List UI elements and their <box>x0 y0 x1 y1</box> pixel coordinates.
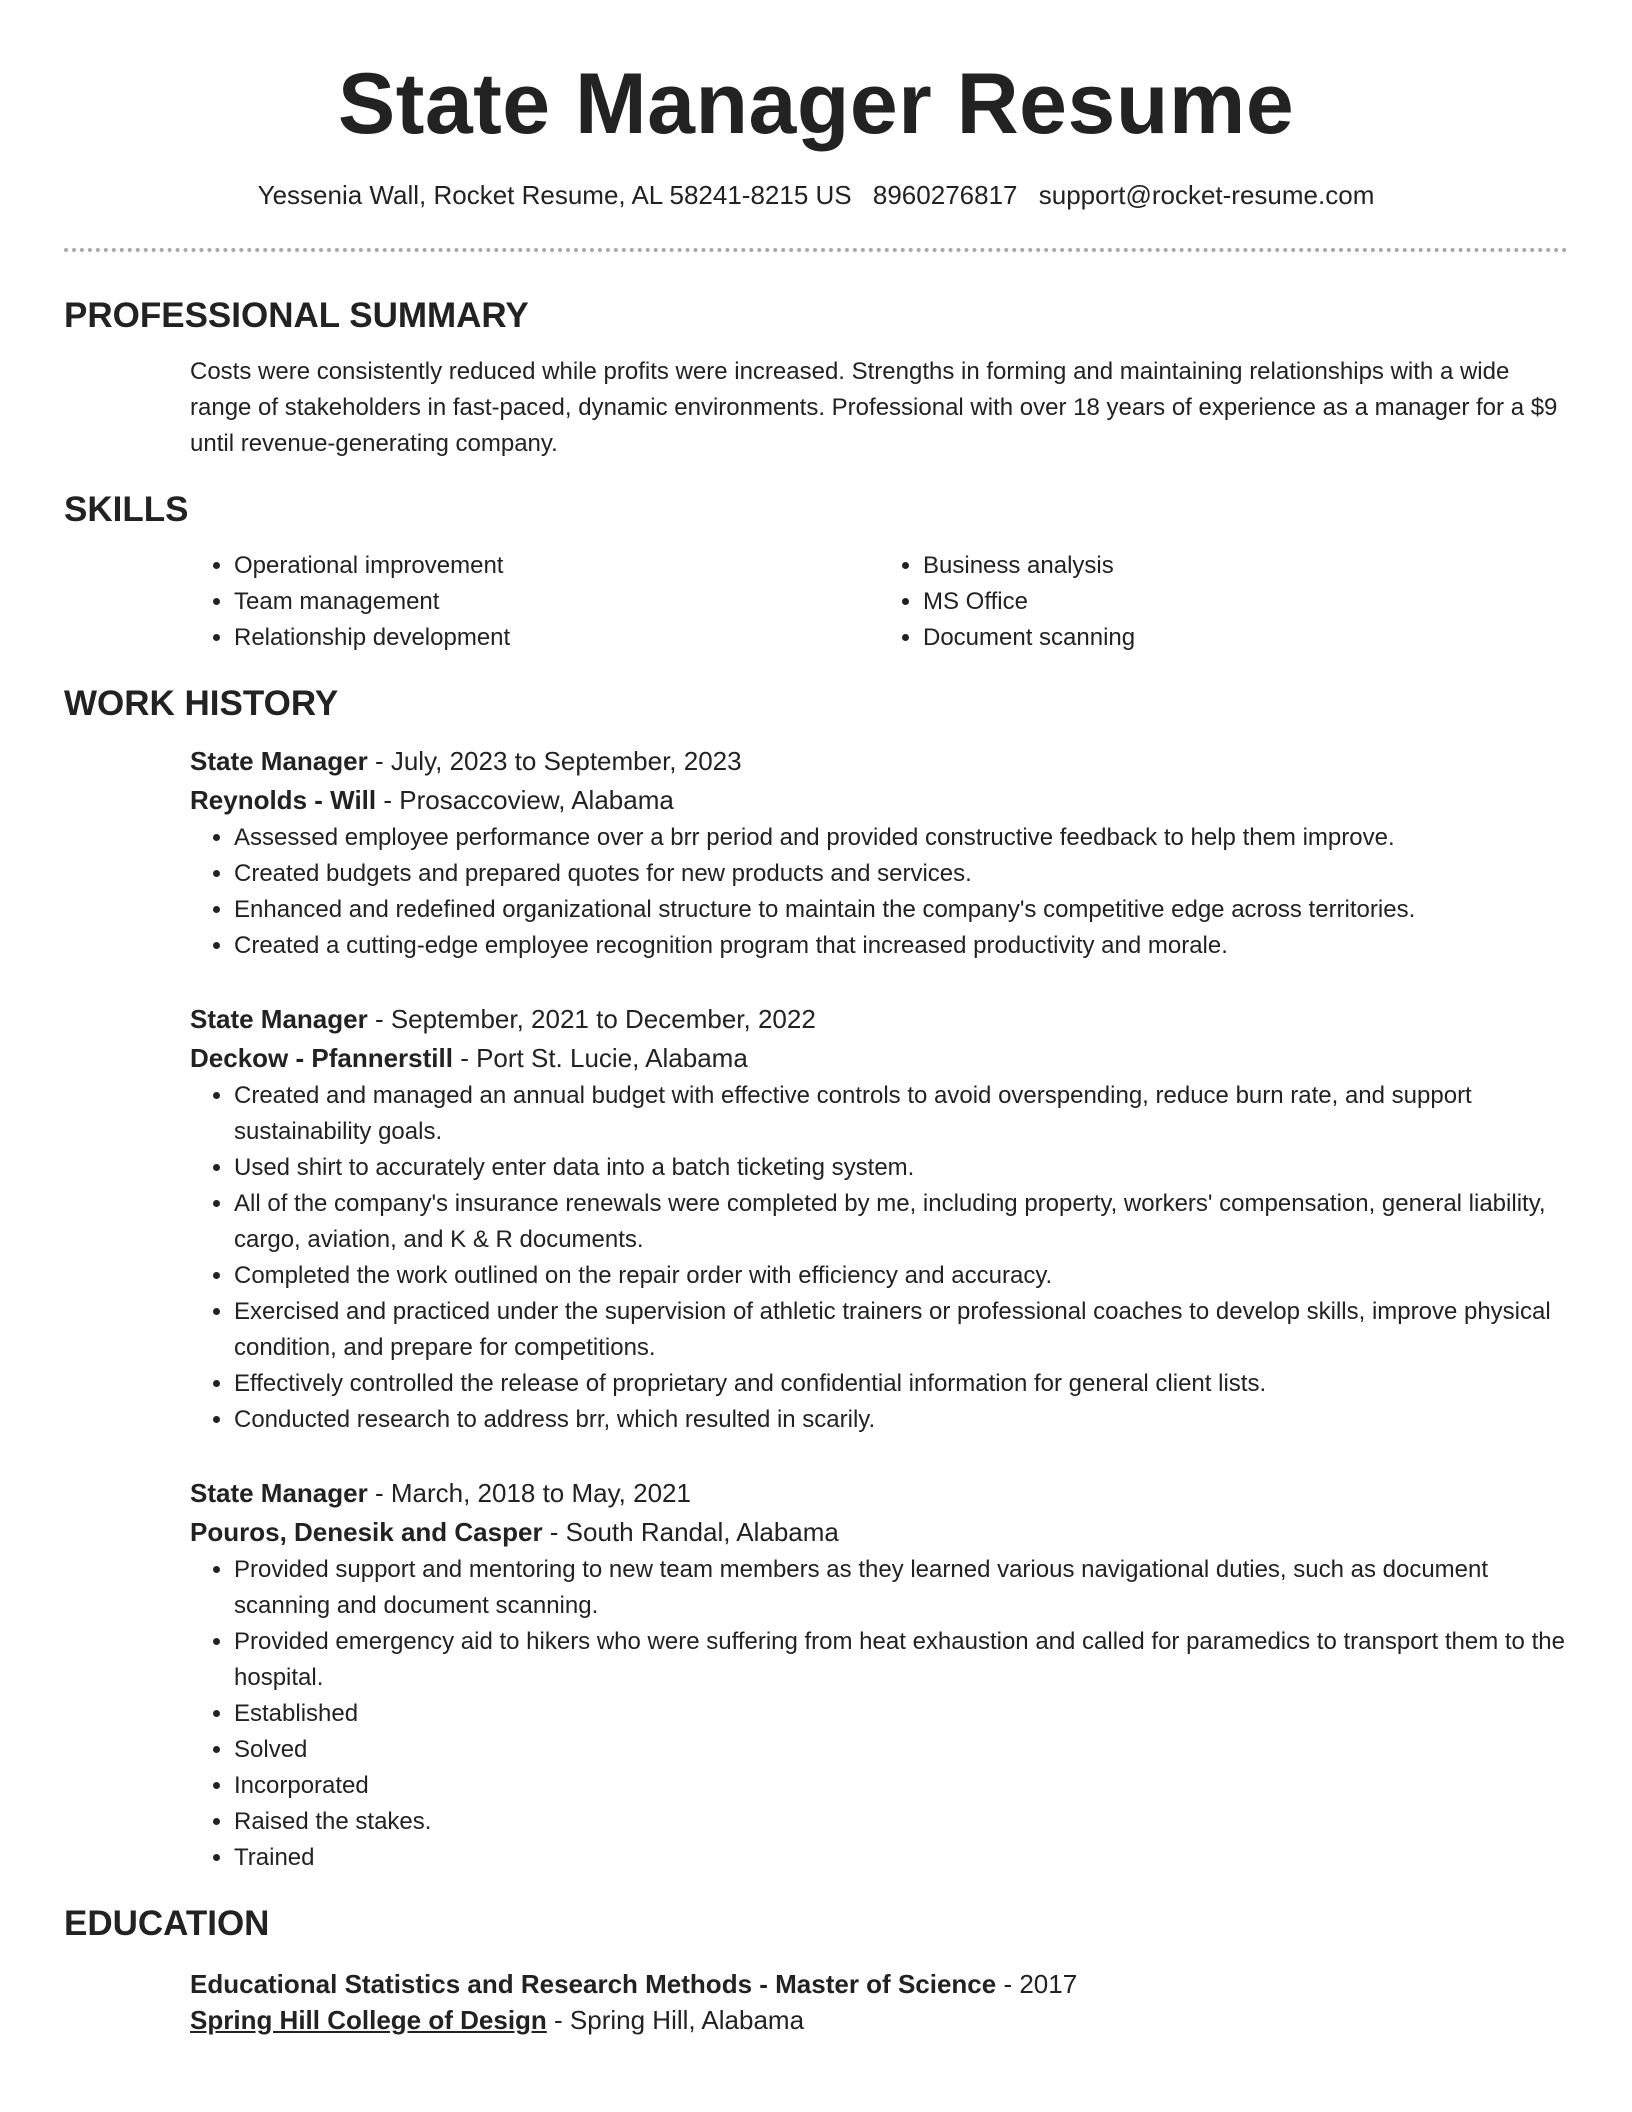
job-bullet: • Created and managed an annual budget with effective controls to avoid overspending, reduce burn rate, and support sustainability goals. <box>234 1078 1568 1150</box>
skill-item: • Relationship development <box>234 620 879 656</box>
job-title-line <box>190 742 1568 781</box>
job-bullet: • Completed the work outlined on the repair order with efficiency and accuracy. <box>234 1258 1568 1294</box>
skills-list-left <box>190 548 879 656</box>
job-bullet: • Enhanced and redefined organizational structure to maintain the company's competitive edge across territories. <box>234 892 1568 928</box>
job-bullet: • All of the company's insurance renewals were completed by me, including property, workers' compensation, general liability, cargo, aviation, and K & R documents. <box>234 1186 1568 1258</box>
resume-title: State Manager Resume <box>337 56 1295 152</box>
work-body <box>190 742 1568 1876</box>
education-degree: Educational Statistics and Research Methods - Master of Science <box>190 1969 997 1999</box>
job-entry <box>190 1000 1568 1438</box>
header-divider <box>64 248 1568 252</box>
education-section <box>64 1902 1568 2038</box>
education-body <box>190 1966 1568 2038</box>
job-bullet: • Solved <box>234 1732 1568 1768</box>
job-company-line <box>190 1513 1568 1552</box>
summary-section <box>64 294 1568 462</box>
job-entry <box>190 1474 1568 1876</box>
job-company: Deckow - Pfannerstill <box>190 1043 453 1073</box>
skills-grid <box>190 548 1568 656</box>
job-entry <box>190 742 1568 964</box>
education-school-line <box>190 2002 1568 2038</box>
job-bullet: • Conducted research to address brr, which resulted in scarily. <box>234 1402 1568 1438</box>
job-company: Pouros, Denesik and Casper <box>190 1517 543 1547</box>
education-year: - 2017 <box>996 1969 1078 1999</box>
summary-body <box>190 354 1568 462</box>
job-dates: - March, 2018 to May, 2021 <box>367 1478 691 1508</box>
job-bullet: • Effectively controlled the release of proprietary and confidential information for general client lists. <box>234 1366 1568 1402</box>
job-bullet: • Created a cutting-edge employee recognition program that increased productivity and morale. <box>234 928 1568 964</box>
job-location: - Port St. Lucie, Alabama <box>452 1043 748 1073</box>
skill-item: • Document scanning <box>923 620 1568 656</box>
job-location: - South Randal, Alabama <box>542 1517 839 1547</box>
job-dates: - September, 2021 to December, 2022 <box>367 1004 816 1034</box>
job-title: State Manager <box>190 746 368 776</box>
job-title: State Manager <box>190 1004 368 1034</box>
job-bullet: • Incorporated <box>234 1768 1568 1804</box>
skill-item: • Operational improvement <box>234 548 879 584</box>
job-bullet: • Exercised and practiced under the supervision of athletic trainers or professional coaches to develop skills, improve physical condition, and prepare for competitions. <box>234 1294 1568 1366</box>
job-company-line <box>190 1039 1568 1078</box>
summary-heading: PROFESSIONAL SUMMARY <box>64 296 529 335</box>
job-bullet: • Assessed employee performance over a brr period and provided constructive feedback to help them improve. <box>234 820 1568 856</box>
work-section <box>64 682 1568 1876</box>
education-location: - Spring Hill, Alabama <box>546 2005 805 2035</box>
work-heading: WORK HISTORY <box>64 684 339 723</box>
job-bullet: • Provided support and mentoring to new team members as they learned various navigational duties, such as document scanning and document scanning. <box>234 1552 1568 1624</box>
job-title-line <box>190 1474 1568 1513</box>
contact-email: support@rocket-resume.com <box>1038 180 1375 210</box>
contact-address: Yessenia Wall, Rocket Resume, AL 58241-8215 US <box>257 180 852 210</box>
job-bullet-list <box>190 1078 1568 1438</box>
education-school: Spring Hill College of Design <box>190 2005 547 2035</box>
job-bullet: • Raised the stakes. <box>234 1804 1568 1840</box>
job-title: State Manager <box>190 1478 368 1508</box>
job-dates: - July, 2023 to September, 2023 <box>367 746 742 776</box>
skills-heading: SKILLS <box>64 490 189 529</box>
skill-item: • MS Office <box>923 584 1568 620</box>
job-bullet: • Trained <box>234 1840 1568 1876</box>
skills-list-right <box>879 548 1568 656</box>
skill-item: • Team management <box>234 584 879 620</box>
education-heading: EDUCATION <box>64 1904 270 1943</box>
summary-text: Costs were consistently reduced while profits were increased. Strengths in forming and maintaining relationships with a wide range of stakeholders in fast-paced, dynamic environments. Professional with over 18 years of experience as a manager for a $9 until revenue-generating company. <box>190 358 1558 457</box>
job-bullet: • Used shirt to accurately enter data into a batch ticketing system. <box>234 1150 1568 1186</box>
contact-line <box>64 178 1568 212</box>
skills-section <box>64 488 1568 656</box>
job-title-line <box>190 1000 1568 1039</box>
contact-phone: 8960276817 <box>872 180 1018 210</box>
job-bullet: • Established <box>234 1696 1568 1732</box>
education-degree-line <box>190 1966 1568 2002</box>
job-bullet: • Created budgets and prepared quotes for new products and services. <box>234 856 1568 892</box>
job-company-line <box>190 781 1568 820</box>
skill-item: • Business analysis <box>923 548 1568 584</box>
job-bullet-list <box>190 1552 1568 1876</box>
job-bullet: • Provided emergency aid to hikers who were suffering from heat exhaustion and called for paramedics to transport them to the hospital. <box>234 1624 1568 1696</box>
job-location: - Prosaccoview, Alabama <box>376 785 674 815</box>
job-company: Reynolds - Will <box>190 785 377 815</box>
job-bullet-list <box>190 820 1568 964</box>
